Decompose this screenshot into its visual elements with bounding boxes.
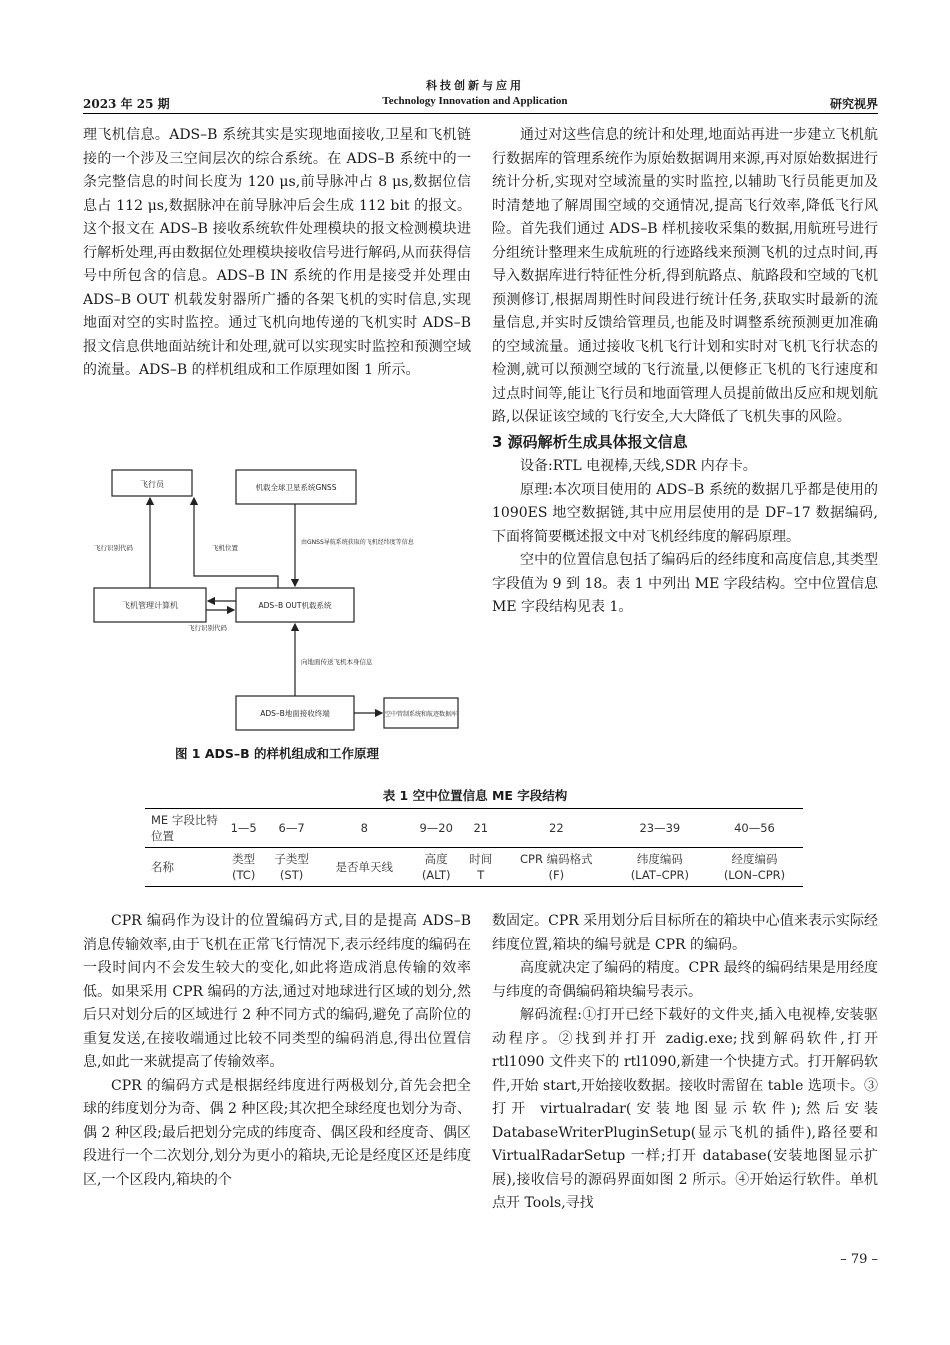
table-cell: 22 xyxy=(499,809,614,848)
table-cell: 子类型 (ST) xyxy=(264,848,319,887)
journal-title-cn: 科技创新与应用 xyxy=(426,79,524,92)
adsb-diagram xyxy=(88,458,468,738)
table-cell: 9—20 xyxy=(410,809,463,848)
table-cell: 时间 T xyxy=(463,848,499,887)
ground-label: ADS–B地面接收终端 xyxy=(260,709,330,718)
figure-caption: 图 1 ADS–B 的样机组成和工作原理 xyxy=(174,746,380,761)
label-id-code: 飞行识别代码 xyxy=(188,624,227,632)
label-id-code-up: 飞行识别代码 xyxy=(94,544,133,552)
page-number: – 79 – xyxy=(840,1252,878,1267)
row-header: ME 字段比特位置 xyxy=(145,809,223,848)
table-cell: 23—39 xyxy=(614,809,706,848)
issue-label: 2023 年 25 期 xyxy=(83,97,170,111)
table-cell: 6—7 xyxy=(264,809,319,848)
table-cell: 是否单天线 xyxy=(319,848,410,887)
right-column-bottom xyxy=(492,910,878,1216)
table-row xyxy=(145,809,803,848)
label-broadcast: 向地面传送飞机本身信息 xyxy=(301,658,373,666)
label-gnss-info: 由GNSS导航系统获取的飞机经纬度等信息 xyxy=(301,539,414,546)
pilot-label: 飞行员 xyxy=(140,480,164,489)
label-position: 飞机位置 xyxy=(212,544,238,552)
paragraph: CPR 编码作为设计的位置编码方式,目的是提高 ADS–B 消息传输效率,由于飞机在正常飞行情况下,表示经纬度的编码在一段时间内不会发生较大的变化,如此将造成消息传输的效率低。如果采用 CPR 编码的方法,通过对地球进行区域的划分,然后只对划分后的区域进行 2 种不同方式的编码,避免了高阶位的重复发送,在接收端通过比较不同类型的编码消息,得出位置信息,如此一来就提高了传输效率。 xyxy=(83,913,471,1070)
table-cell: 高度 (ALT) xyxy=(410,848,463,887)
section-label: 研究视界 xyxy=(829,97,878,111)
right-column-top xyxy=(492,124,878,620)
left-column-bottom xyxy=(83,910,471,1192)
journal-title-en: Technology Innovation and Application xyxy=(382,95,568,107)
paragraph: CPR 的编码方式是根据经纬度进行两极划分,首先会把全球的纬度划分为奇、偶 2 种区段;其次把全球经度也划分为奇、偶 2 种区段;最后把划分完成的纬度奇、偶区段和经度奇、偶区段进行一个二次划分,划分为更小的箱块,无论是经度区还是纬度区,一个区段内,箱块的个 xyxy=(83,1077,471,1188)
arrow-to-pilot-position xyxy=(194,498,278,588)
section-heading: 3 源码解析生成具体报文信息 xyxy=(492,432,688,451)
left-column-top xyxy=(83,124,471,383)
paragraph: 解码流程:①打开已经下载好的文件夹,插入电视棒,安装驱动程序。②找到并打开 zadig.exe;找到解码软件,打开 rtl1090 文件夹下的 rtl1090,新建一个快捷方式。打开解码软件,开始 start,开始接收数据。接收时需留在 table 选项卡。③打开 virtualradar(安装地图显示软件);然后安装 DatabaseWriterPluginSetup(显示飞机的插件),路径要和 VirtualRadarSetup 一样;打开 database(安装地图显示扩展),接收信号的源码界面如图 2 所示。④开始运行软件。单机点开 Tools,寻找 xyxy=(492,1007,878,1211)
figure-1 xyxy=(88,458,468,738)
paragraph: 空中的位置信息包括了编码后的经纬度和高度信息,其类型字段值为 9 到 18。表 1 中列出 ME 字段结构。空中位置信息 ME 字段结构见表 1。 xyxy=(492,552,878,615)
table-cell: 类型 (TC) xyxy=(223,848,264,887)
paragraph: 原理:本次项目使用的 ADS–B 系统的数据几乎都是使用的 1090ES 地空数据链,其中应用层使用的是 DF–17 数据编码,下面将简要概述报文中对飞机经纬度的解码原理。 xyxy=(492,481,878,545)
table-cell: 纬度编码 (LAT–CPR) xyxy=(614,848,706,887)
row-header: 名称 xyxy=(145,848,223,887)
me-field-table xyxy=(145,808,803,887)
paragraph: 通过对这些信息的统计和处理,地面站再进一步建立飞机航行数据库的管理系统作为原始数据调用来源,再对原始数据进行统计分析,实现对空域流量的实时监控,以辅助飞行员能更加及时清楚地了解周围空域的交通情况,提高飞行效率,降低飞行风险。首先我们通过 ADS–B 样机接收采集的数据,用航班号进行分组统计整理来生成航班的行迹路线来预测飞机的过点时间,再导入数据库进行特征性分析,得到航路点、航路段和空域的飞机预测修订,根据周期性时间段进行统计任务,获取实时最新的流量信息,并实时反馈给管理员,也能及时调整系统预测更加准确的空域流量。通过接收飞机飞行计划和实时对飞机飞行状态的检测,就可以预测空域的飞行流量,以便修正飞机的飞行速度和过点时间等,能让飞行员和地面管理人员提前做出反应和规划航路,以保证该空域的飞行安全,大大降低了飞机失事的风险。 xyxy=(492,127,878,425)
paragraph: 理飞机信息。ADS–B 系统其实是实现地面接收,卫星和飞机链接的一个涉及三空间层次的综合系统。在 ADS–B 系统中的一条完整信息的时间长度为 120 μs,前导脉冲占 8 μs,数据位信息占 112 μs,数据脉冲在前导脉冲后会生成 112 bit 的报文。这个报文在 ADS–B 接收系统软件处理模块的报文检测模块进行解析处理,再由数据位处理模块接收信号进行解码,从而获得信号中所包含的信息。ADS–B IN 系统的作用是接受并处理由 ADS–B OUT 机载发射器所广播的各架飞机的实时信息,实现地面对空的实时监控。通过飞机向地传递的飞机实时 ADS–B 报文信息供地面站统计和处理,就可以实现实时监控和预测空域的流量。ADS–B 的样机组成和工作原理如图 1 所示。 xyxy=(83,127,471,378)
gnss-label: 机载全球卫星系统GNSS xyxy=(255,483,337,492)
table-cell: 1—5 xyxy=(223,809,264,848)
table-cell: CPR 编码格式 (F) xyxy=(499,848,614,887)
paragraph: 高度就决定了编码的精度。CPR 最终的编码结果是用经度与纬度的奇偶编码箱块编号表示。 xyxy=(492,960,878,1000)
table-cell: 经度编码 (LON–CPR) xyxy=(706,848,803,887)
atc-label: 空中管制系统和航迹数据库 xyxy=(384,711,458,718)
table-caption: 表 1 空中位置信息 ME 字段结构 xyxy=(382,788,568,803)
paragraph: 设备:RTL 电视棒,天线,SDR 内存卡。 xyxy=(520,458,757,474)
table-cell: 21 xyxy=(463,809,499,848)
adsb-out-label: ADS–B OUT机载系统 xyxy=(258,601,332,610)
table-cell: 8 xyxy=(319,809,410,848)
header-rule xyxy=(83,113,878,114)
table-cell: 40—56 xyxy=(706,809,803,848)
computer-label: 飞机管理计算机 xyxy=(122,601,178,610)
paragraph: 数固定。CPR 采用划分后目标所在的箱块中心值来表示实际经纬度位置,箱块的编号就是 CPR 的编码。 xyxy=(492,913,878,953)
table-row xyxy=(145,848,803,887)
